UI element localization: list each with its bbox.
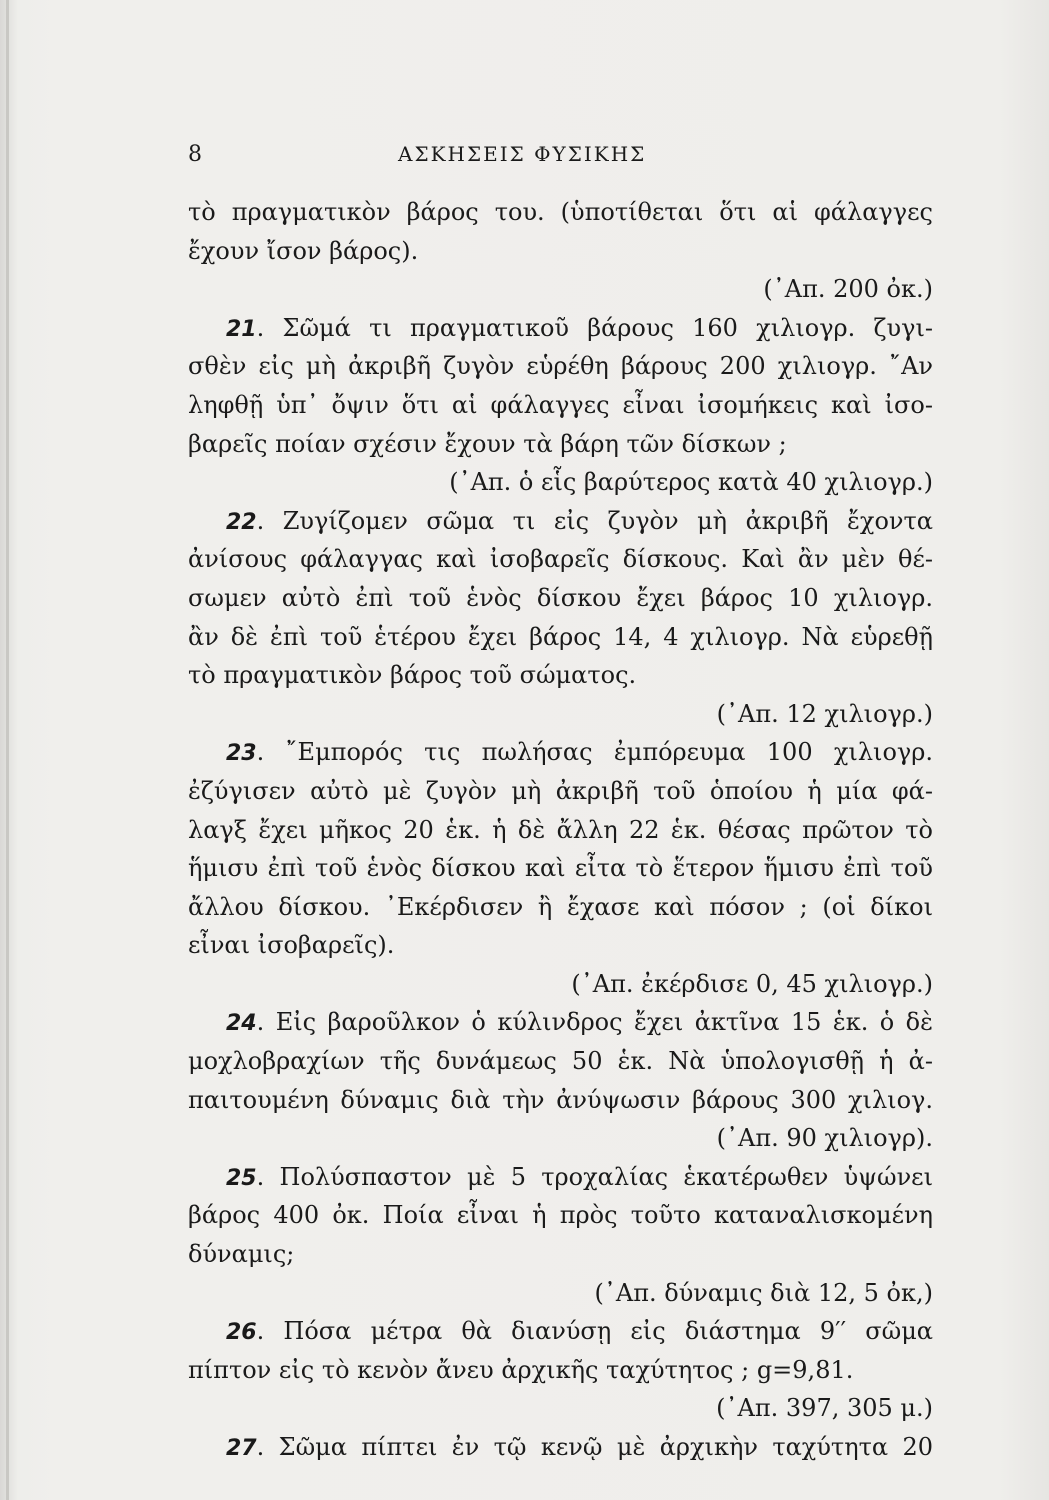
exercise-26-first-line <box>188 1312 933 1351</box>
page-spine-shadow <box>6 0 9 1500</box>
text-line: βαρεῖς ποίαν σχέσιν ἔχουν τὰ βάρη τῶν δίσκων ; <box>188 429 787 458</box>
answer-line: (᾿Απ. 90 χιλιογρ). <box>716 1124 933 1153</box>
text-line: ἂν δὲ ἐπὶ τοῦ ἑτέρου ἔχει βάρος 14, 4 χιλιογρ. Νὰ εὑρεθῇ <box>188 622 933 651</box>
exercise-text: . Σῶμά τι πραγματικοῦ βάρους 160 χιλιογρ. ζυγι- <box>256 313 933 342</box>
exercise-23-first-line <box>188 733 933 772</box>
text-line: πίπτον εἰς τὸ κενὸν ἄνευ ἀρχικῆς ταχύτητος ; g=9,81. <box>188 1355 854 1384</box>
exercise-text: . Ζυγίζομεν σῶμα τι εἰς ζυγὸν μὴ ἀκριβῆ ἔχοντα <box>256 506 933 535</box>
text-line: δύναμις; <box>188 1240 295 1269</box>
exercise-text: . Εἰς βαροῦλκον ὁ κύλινδρος ἔχει ἀκτῖνα 15 ἑκ. ὁ δὲ <box>256 1008 933 1037</box>
exercise-number: 26 <box>226 1320 257 1346</box>
text-line: ἄλλου δίσκου. ᾿Εκέρδισεν ἢ ἔχασε καὶ πόσον ; (οἱ δίκοι <box>188 892 933 921</box>
text-line: ἐζύγισεν αὐτὸ μὲ ζυγὸν μὴ ἀκριβῆ τοῦ ὁποίου ἡ μία φά- <box>188 776 933 805</box>
exercise-24-first-line <box>188 1003 933 1042</box>
exercise-text: . Πολύσπαστον μὲ 5 τροχαλίας ἑκατέρωθεν ὑψώνει <box>256 1162 933 1191</box>
text-line: ἥμισυ ἐπὶ τοῦ ἑνὸς δίσκου καὶ εἶτα τὸ ἕτερον ἥμισυ ἐπὶ τοῦ <box>188 854 933 883</box>
exercise-text: . ῎Εμπορός τις πωλήσας ἐμπόρευμα 100 χιλιογρ. <box>256 738 933 767</box>
exercise-25-first-line <box>188 1158 933 1197</box>
running-title: ΑΣΚΗΣΕΙΣ ΦΥΣΙΚΗΣ <box>398 142 647 166</box>
exercise-number: 24 <box>226 1011 257 1037</box>
text-line: τὸ πραγματικὸν βάρος τοῦ σώματος. <box>188 661 637 690</box>
exercise-number: 23 <box>226 741 257 767</box>
answer-line: (᾿Απ. 397, 305 μ.) <box>716 1394 933 1423</box>
body-text <box>188 193 933 1467</box>
text-line: ἔχουν ἴσον βάρος). <box>188 236 419 265</box>
answer-line: (᾿Απ. ὁ εἷς βαρύτερος κατὰ 40 χιλιογρ.) <box>449 468 933 497</box>
exercise-number: 27 <box>226 1436 257 1461</box>
answer-line: (᾿Απ. 12 χιλιογρ.) <box>716 699 933 728</box>
text-line: σωμεν αὐτὸ ἐπὶ τοῦ ἑνὸς δίσκου ἔχει βάρος 10 χιλιογρ. <box>188 583 933 612</box>
text-line: παιτουμένη δύναμις διὰ τὴν ἀνύψωσιν βάρους 300 χιλιογ. <box>188 1085 933 1114</box>
answer-line: (᾿Απ. δύναμις διὰ 12, 5 ὀκ,) <box>594 1278 933 1307</box>
exercise-number: 22 <box>226 509 257 535</box>
page-header <box>188 142 933 172</box>
answer-line: (᾿Απ. ἐκέρδισε 0, 45 χιλιογρ.) <box>571 969 933 998</box>
exercise-27-first-line <box>188 1428 933 1467</box>
exercise-text: . Πόσα μέτρα θὰ διανύσῃ εἰς διάστημα 9′′ σῶμα <box>256 1317 933 1346</box>
text-line: τὸ πραγματικὸν βάρος του. (ὑποτίθεται ὅτι αἱ φάλαγγες <box>188 198 933 226</box>
text-line: βάρος 400 ὀκ. Ποία εἶναι ἡ πρὸς τοῦτο καταναλισκομένη <box>188 1201 933 1230</box>
text-line: ληφθῇ ὑπ᾿ ὄψιν ὅτι αἱ φάλαγγες εἶναι ἰσομήκεις καὶ ἰσο- <box>188 390 933 419</box>
text-line: εἶναι ἰσοβαρεῖς). <box>188 931 395 960</box>
exercise-number: 25 <box>226 1165 257 1191</box>
page-number: 8 <box>188 142 202 167</box>
text-line: σθὲν εἰς μὴ ἀκριβῆ ζυγὸν εὑρέθη βάρους 200 χιλιογρ. ῎Αν <box>188 352 933 381</box>
exercise-text: . Σῶμα πίπτει ἐν τῷ κενῷ μὲ ἀρχικὴν ταχύτητα 20 <box>256 1433 933 1461</box>
text-line: λαγξ ἔχει μῆκος 20 ἑκ. ἡ δὲ ἄλλη 22 ἑκ. θέσας πρῶτον τὸ <box>188 815 933 844</box>
answer-line: (᾿Απ. 200 ὀκ.) <box>763 275 933 304</box>
exercise-22-first-line <box>188 502 933 541</box>
exercise-21-first-line <box>188 309 933 348</box>
exercise-number: 21 <box>226 316 257 342</box>
text-line: ἀνίσους φάλαγγας καὶ ἰσοβαρεῖς δίσκους. Καὶ ἂν μὲν θέ- <box>188 545 933 574</box>
text-line: μοχλοβραχίων τῆς δυνάμεως 50 ἑκ. Νὰ ὑπολογισθῇ ἡ ἀ- <box>188 1047 933 1076</box>
